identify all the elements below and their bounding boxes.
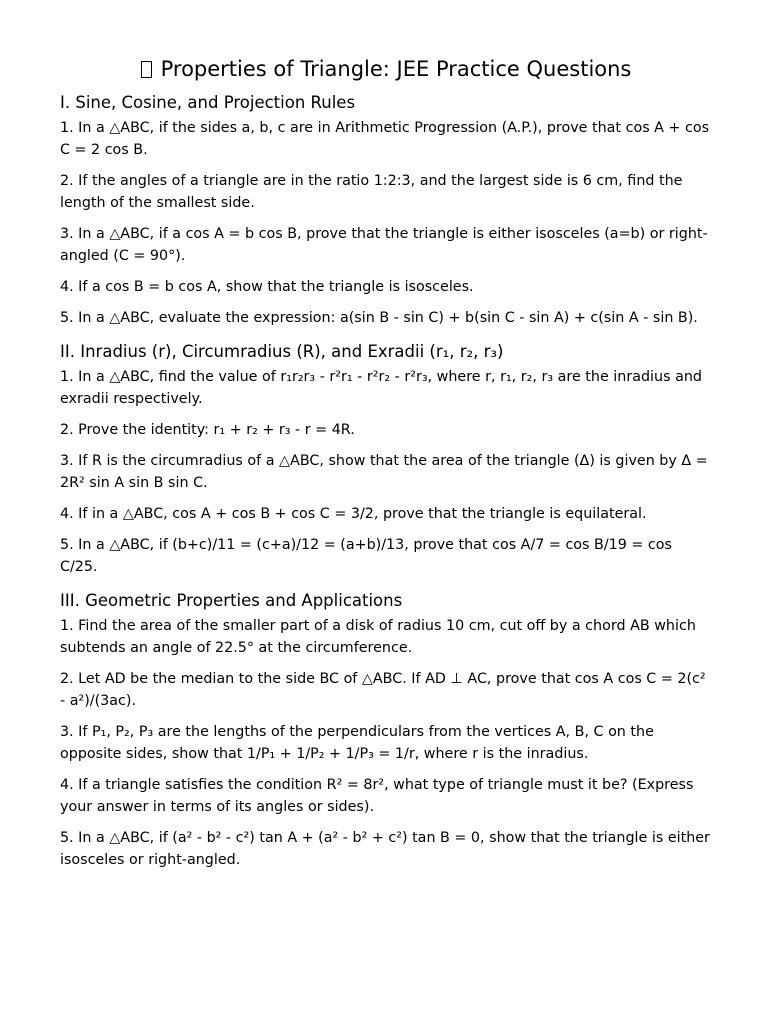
section-sine-cosine bbox=[60, 92, 712, 329]
missing-glyph-icon bbox=[141, 61, 152, 78]
question-item: 3. If P₁, P₂, P₃ are the lengths of the perpendiculars from the vertices A, B, C on the opposite sides, show that 1/P₁ + 1/P₂ + 1/P₃ = 1/r, where r is the inradius. bbox=[60, 724, 654, 762]
question-item: 2. Prove the identity: r₁ + r₂ + r₃ - r = 4R. bbox=[60, 422, 355, 438]
section-geometric-properties bbox=[60, 590, 712, 871]
question-item: 2. Let AD be the median to the side BC of △ABC. If AD ⊥ AC, prove that cos A cos C = 2(c² - a²)/(3ac). bbox=[60, 671, 706, 709]
section-inradius-circumradius bbox=[60, 341, 712, 578]
question-item: 1. In a △ABC, if the sides a, b, c are in Arithmetic Progression (A.P.), prove that cos A + cos C = 2 cos B. bbox=[60, 120, 710, 158]
question-item: 4. If a cos B = b cos A, show that the triangle is isosceles. bbox=[60, 279, 474, 295]
page-title bbox=[60, 52, 712, 86]
question-item: 4. If a triangle satisfies the condition R² = 8r², what type of triangle must it be? (Express your answer in terms of its angles or sides). bbox=[60, 777, 694, 815]
question-item: 5. In a △ABC, if (b+c)/11 = (c+a)/12 = (a+b)/13, prove that cos A/7 = cos B/19 = cos C/25. bbox=[60, 537, 672, 575]
section-heading: I. Sine, Cosine, and Projection Rules bbox=[60, 93, 356, 112]
question-item: 1. In a △ABC, find the value of r₁r₂r₃ - r²r₁ - r²r₂ - r²r₃, where r, r₁, r₂, r₃ are the inradius and exradii respectively. bbox=[60, 369, 702, 407]
question-item: 3. In a △ABC, if a cos A = b cos B, prove that the triangle is either isosceles (a=b) or right-angled (C = 90°). bbox=[60, 226, 708, 264]
section-heading: III. Geometric Properties and Applications bbox=[60, 591, 403, 610]
document-page bbox=[60, 52, 712, 883]
question-item: 1. Find the area of the smaller part of a disk of radius 10 cm, cut off by a chord AB which subtends an angle of 22.5° at the circumference. bbox=[60, 618, 696, 656]
question-item: 5. In a △ABC, evaluate the expression: a(sin B - sin C) + b(sin C - sin A) + c(sin A - sin B). bbox=[60, 310, 698, 326]
question-item: 5. In a △ABC, if (a² - b² - c²) tan A + (a² - b² + c²) tan B = 0, show that the triangle is either isosceles or right-angled. bbox=[60, 830, 710, 868]
question-item: 4. If in a △ABC, cos A + cos B + cos C = 3/2, prove that the triangle is equilateral. bbox=[60, 506, 647, 522]
section-heading: II. Inradius (r), Circumradius (R), and Exradii (r₁, r₂, r₃) bbox=[60, 342, 504, 361]
question-item: 2. If the angles of a triangle are in the ratio 1:2:3, and the largest side is 6 cm, find the length of the smallest side. bbox=[60, 173, 683, 211]
question-item: 3. If R is the circumradius of a △ABC, show that the area of the triangle (Δ) is given by Δ = 2R² sin A sin B sin C. bbox=[60, 453, 708, 491]
page-title-text: Properties of Triangle: JEE Practice Questions bbox=[160, 57, 632, 81]
